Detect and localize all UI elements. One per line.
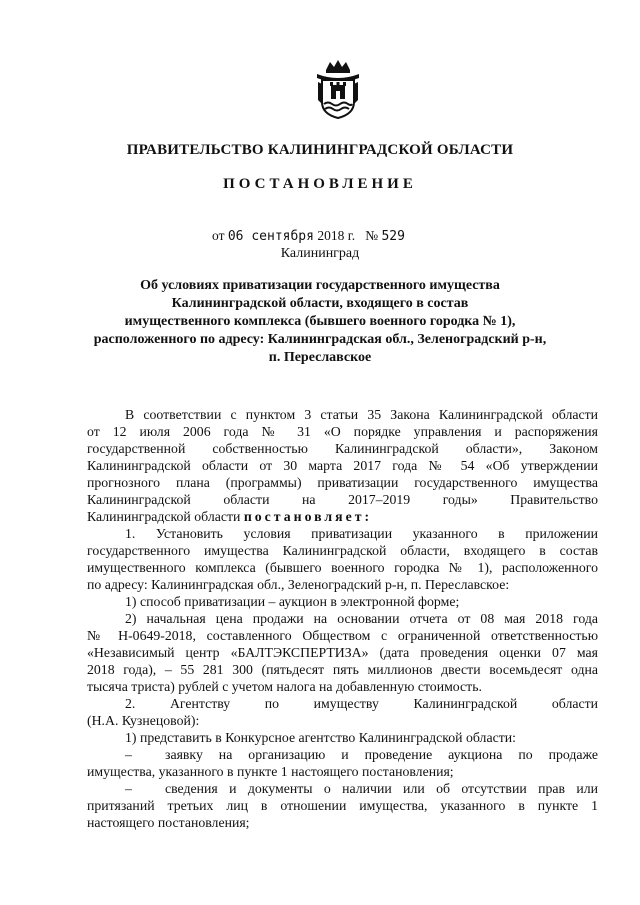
date-line bbox=[212, 228, 405, 244]
number-prefix: № bbox=[365, 228, 379, 243]
body-line: 2) начальная цена продажи на основании отчета от 08 мая 2018 года bbox=[125, 611, 598, 626]
decrees-word: постановляет bbox=[243, 509, 365, 524]
document-type: ПОСТАНОВЛЕНИЕ bbox=[223, 176, 417, 192]
government-name: ПРАВИТЕЛЬСТВО КАЛИНИНГРАДСКОЙ ОБЛАСТИ bbox=[126, 142, 514, 158]
date-prefix: от bbox=[212, 228, 225, 243]
city: Калининград bbox=[280, 246, 360, 261]
body-line bbox=[87, 508, 598, 525]
body-line bbox=[87, 746, 598, 763]
body-line: 1) способ приватизации – аукцион в электронной форме; bbox=[125, 594, 460, 609]
kaliningrad-coat-of-arms-icon bbox=[314, 58, 362, 120]
body-line: по адресу: Калининградская обл., Зеленоградский р-н, п. Переславское: bbox=[87, 577, 510, 592]
date-year: 2018 г. bbox=[317, 228, 356, 243]
body-line: В соответствии с пунктом 3 статьи 35 Закона Калининградской области bbox=[125, 407, 598, 422]
body-line: «Независимый центр «БАЛТЭКСПЕРТИЗА» (дата проведения оценки 07 мая bbox=[87, 645, 598, 660]
body-line: № Н-0649-2018, составленного Обществом с ограниченной ответственностью bbox=[87, 628, 598, 643]
decrees-colon: : bbox=[364, 509, 373, 524]
body-line: притязаний третьих лиц в отношении имущества, указанного в пункте 1 bbox=[87, 798, 598, 813]
preamble-last: Калининградской области bbox=[87, 509, 241, 524]
body-line: прогнозного плана (программы) приватизации государственного имущества bbox=[87, 475, 598, 490]
document-title bbox=[70, 277, 570, 367]
bullet-text: заявку на организацию и проведение аукциона по продаже bbox=[165, 747, 598, 762]
body-line: имущественного комплекса (бывшего военного городка № 1), расположенного bbox=[87, 560, 598, 575]
body-line: 1. Установить условия приватизации указанного в приложении bbox=[125, 526, 598, 541]
body-line: (Н.А. Кузнецовой): bbox=[87, 713, 200, 728]
body-line: Калининградской области на 2017–2019 годы» Правительство bbox=[87, 492, 598, 507]
body-line: тысяча триста) рублей с учетом налога на добавленную стоимость. bbox=[87, 679, 482, 694]
date-day-month: 06 сентября bbox=[227, 229, 314, 244]
body-line: 2. Агентству по имуществу Калининградской области bbox=[125, 696, 598, 711]
list-dash: – bbox=[125, 781, 132, 796]
body-line: Калининградской области от 30 марта 2017 года № 54 «Об утверждении bbox=[87, 458, 598, 473]
title-line: п. Переславское bbox=[268, 350, 372, 365]
title-line: расположенного по адресу: Калининградская обл., Зеленоградский р-н, bbox=[93, 332, 547, 347]
body-line: 1) представить в Конкурсное агентство Калининградской области: bbox=[125, 730, 516, 745]
document-body bbox=[87, 406, 598, 831]
body-line: государственной собственностью Калининградской области», Законом bbox=[87, 441, 598, 456]
body-line: от 12 июля 2006 года № 31 «О порядке управления и распоряжения bbox=[87, 424, 598, 439]
title-line: имущественного комплекса (бывшего военного городка № 1), bbox=[124, 314, 516, 329]
title-line: Об условиях приватизации государственного имущества bbox=[140, 278, 500, 293]
body-line: настоящего постановления; bbox=[87, 815, 250, 830]
title-line: Калининградской области, входящего в состав bbox=[171, 296, 469, 311]
document-number: 529 bbox=[381, 229, 405, 244]
body-line: государственного имущества Калининградской области, входящего в состав bbox=[87, 543, 598, 558]
body-line: 2018 года), – 55 281 300 (пятьдесят пять миллионов двести восемьдесят одна bbox=[87, 662, 598, 677]
bullet-text: сведения и документы о наличии или об отсутствии прав или bbox=[165, 781, 598, 796]
body-line: имущества, указанного в пункте 1 настоящего постановления; bbox=[87, 764, 454, 779]
list-dash: – bbox=[125, 747, 132, 762]
body-line bbox=[87, 780, 598, 797]
